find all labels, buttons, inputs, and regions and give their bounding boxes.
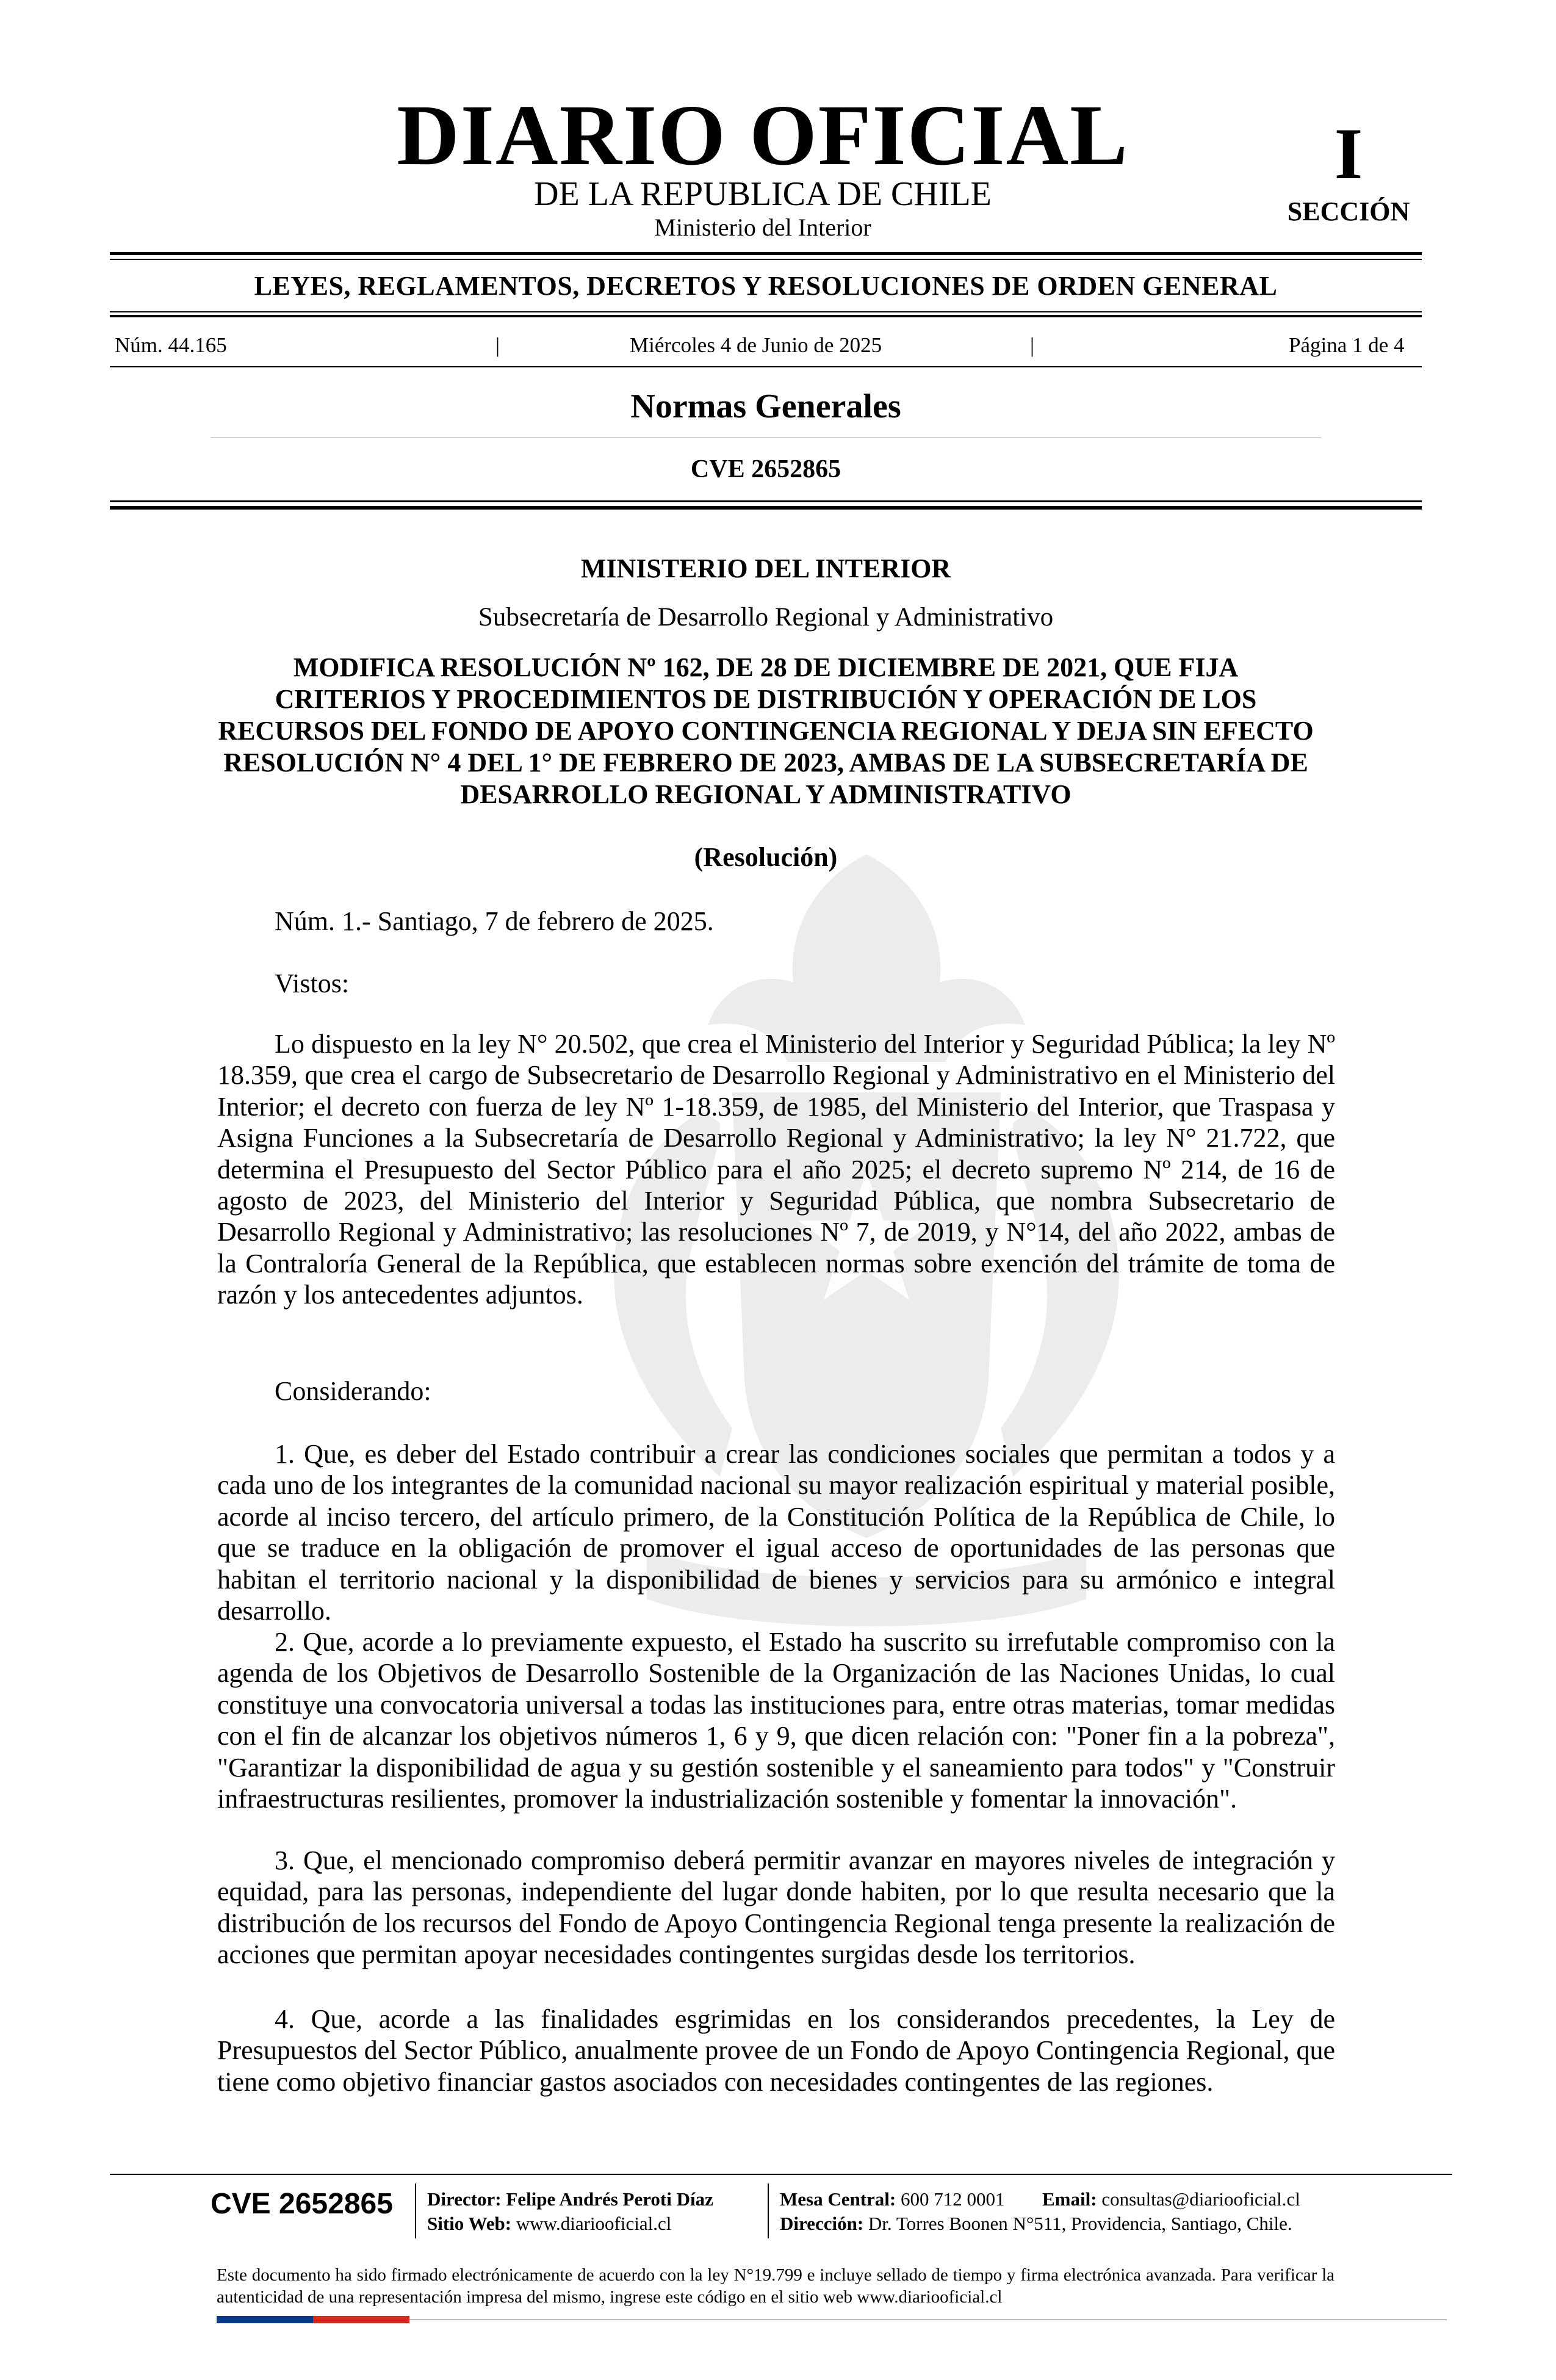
flag-stripe-red: [313, 2316, 409, 2323]
footer-mesa-label: Mesa Central:: [780, 2188, 896, 2210]
vistos-label: Vistos:: [275, 968, 350, 998]
footer-address-label: Dirección:: [780, 2213, 864, 2234]
resolution-title: MODIFICA RESOLUCIÓN Nº 162, DE 28 DE DICIEMBRE DE 2021, QUE FIJA CRITERIOS Y PROCEDIMIENTOS DE DISTRIBUCIÓN Y OPERACIÓN DE LOS RECURSOS DEL FONDO DE APOYO CONTINGENCIA REGIONAL Y DEJA SIN EFECTO RESOLUCIÓN N° 4 DEL 1° DE FEBRERO DE 2023, AMBAS DE LA SUBSECRETARÍA DE DESARROLLO REGIONAL Y ADMINISTRATIVO: [218, 652, 1314, 809]
section-rule-2: [110, 506, 1422, 510]
footer-director: [427, 2190, 713, 2209]
cve-code: CVE 2652865: [690, 455, 841, 483]
considerando-paragraph: 3. Que, el mencionado compromiso deberá permitir avanzar en mayores niveles de integración y equidad, para las personas, independiente del lugar donde habiten, por lo que resulta necesario que la distribución de los recursos del Fondo de Apoyo Contingencia Regional tenga presente la realización de acciones que permitan apoyar necesidades contingentes surgidas desde los territorios.: [217, 1845, 1335, 1970]
footer-director-name: Felipe Andrés Peroti Díaz: [506, 2188, 713, 2210]
footer-mesa-value: 600 712 0001: [901, 2188, 1005, 2210]
vistos-paragraph: Lo dispuesto en la ley N° 20.502, que crea el Ministerio del Interior y Seguridad Pública; la ley Nº 18.359, que crea el cargo de Subsecretario de Desarrollo Regional y Administrativo en el Ministerio del Interior; el decreto con fuerza de ley Nº 1-18.359, de 1985, del Ministerio del Interior, que Traspasa y Asigna Funciones a la Subsecretaría de Desarrollo Regional y Administrativo; la ley N° 21.722, que determina el Presupuesto del Sector Público para el año 2025; el decreto supremo Nº 214, de 16 de agosto de 2023, del Ministerio del Interior y Seguridad Pública, que nombra Subsecretario de Desarrollo Regional y Administrativo; las resoluciones Nº 7, de 2019, y N°14, del año 2022, ambas de la Contraloría General de la República, que establecen normas sobre exención del trámite de toma de razón y los antecedentes adjuntos.: [217, 1029, 1335, 1310]
footer-web-label: Sitio Web:: [427, 2213, 512, 2234]
footer-address-value: Dr. Torres Boonen N°511, Providencia, Santiago, Chile.: [868, 2213, 1292, 2234]
considerando-label: Considerando:: [275, 1376, 431, 1406]
masthead-ministry: Ministerio del Interior: [654, 214, 871, 241]
considerando-paragraph: 4. Que, acorde a las finalidades esgrimidas en los considerandos precedentes, la Ley de Presupuestos del Sector Público, anualmente provee de un Fondo de Apoyo Contingencia Regional, que tiene como objetivo financiar gastos asociados con necesidades contingentes de las regiones.: [217, 2004, 1335, 2097]
section-title: Normas Generales: [630, 388, 901, 425]
resolution-number-line: Núm. 1.- Santiago, 7 de febrero de 2025.: [275, 906, 714, 936]
footer-rule: [110, 2174, 1452, 2175]
subheader-rule-thin: [110, 311, 1422, 312]
footer-email-label: Email:: [1042, 2188, 1097, 2210]
section-rule-1: [110, 500, 1422, 502]
footer-email-link[interactable]: consultas@diariooficial.cl: [1101, 2188, 1300, 2210]
footer-director-label: Director:: [427, 2188, 502, 2210]
section-roman-numeral: I: [1334, 113, 1363, 194]
section-label: SECCIÓN: [1287, 197, 1410, 226]
footer-website: [427, 2214, 671, 2233]
section-title-rule: [211, 437, 1321, 438]
meta-separator: |: [1030, 333, 1035, 357]
footer-email: [1042, 2190, 1300, 2209]
meta-rule: [110, 366, 1422, 367]
considerando-paragraph: 2. Que, acorde a lo previamente expuesto, el Estado ha suscrito su irrefutable compromiso con la agenda de los Objetivos de Desarrollo Sostenible de la Organización de las Naciones Unidas, lo cual constituye una convocatoria universal a todas las instituciones para, entre otras materias, tomar medidas con el fin de alcanzar los objetivos números 1, 6 y 9, que dicen relación con: "Poner fin a la pobreza", "Garantizar la disponibilidad de agua y su gestión sostenible y el saneamiento para todos" y "Construir infraestructuras resilientes, promover la industrialización sostenible y fomentar la innovación".: [217, 1627, 1335, 1814]
footer-phone: [780, 2190, 1005, 2209]
gazette-subheader: LEYES, REGLAMENTOS, DECRETOS Y RESOLUCIONES DE ORDEN GENERAL: [254, 271, 1278, 301]
subsecretaria-heading: Subsecretaría de Desarrollo Regional y Administrativo: [478, 603, 1054, 632]
considerando-paragraph: 1. Que, es deber del Estado contribuir a crear las condiciones sociales que permitan a todos y a cada uno de los integrantes de la comunidad nacional su mayor realización espiritual y material posible, acorde al inciso tercero, del artículo primero, de la Constitución Política de la República de Chile, lo que se traduce en la obligación de promover el igual acceso de oportunidades de las personas que habitan el territorio nacional y la disponibilidad de bienes y servicios para su armónico e integral desarrollo.: [217, 1439, 1335, 1626]
issue-date: Miércoles 4 de Junio de 2025: [630, 333, 882, 357]
footer-disclaimer: Este documento ha sido firmado electrónicamente de acuerdo con la ley N°19.799 e incluye sellado de tiempo y firma electrónica avanzada. Para verificar la autenticidad de una representación impresa del mismo, ingrese este código en el sitio web www.diariooficial.cl: [217, 2265, 1334, 2307]
masthead-rule-thick: [110, 252, 1422, 255]
issue-number: Núm. 44.165: [115, 333, 227, 357]
footer-cve-code: CVE 2652865: [211, 2188, 393, 2220]
subheader-rule-thick: [110, 315, 1422, 317]
meta-separator: |: [495, 333, 500, 357]
document-type: (Resolución): [694, 842, 838, 872]
footer-bottom-line: [409, 2319, 1447, 2320]
masthead-title: DIARIO OFICIAL: [397, 87, 1129, 183]
ministry-heading: MINISTERIO DEL INTERIOR: [580, 554, 951, 583]
page-number: Página 1 de 4: [1289, 333, 1405, 357]
masthead-rule-thin: [110, 259, 1422, 260]
footer-divider: [415, 2183, 416, 2238]
masthead-subtitle: DE LA REPUBLICA DE CHILE: [534, 175, 992, 213]
footer-web-link[interactable]: www.diariooficial.cl: [516, 2213, 672, 2234]
flag-stripe-blue: [217, 2316, 313, 2323]
footer-address: [780, 2214, 1292, 2233]
footer-divider: [768, 2183, 769, 2238]
